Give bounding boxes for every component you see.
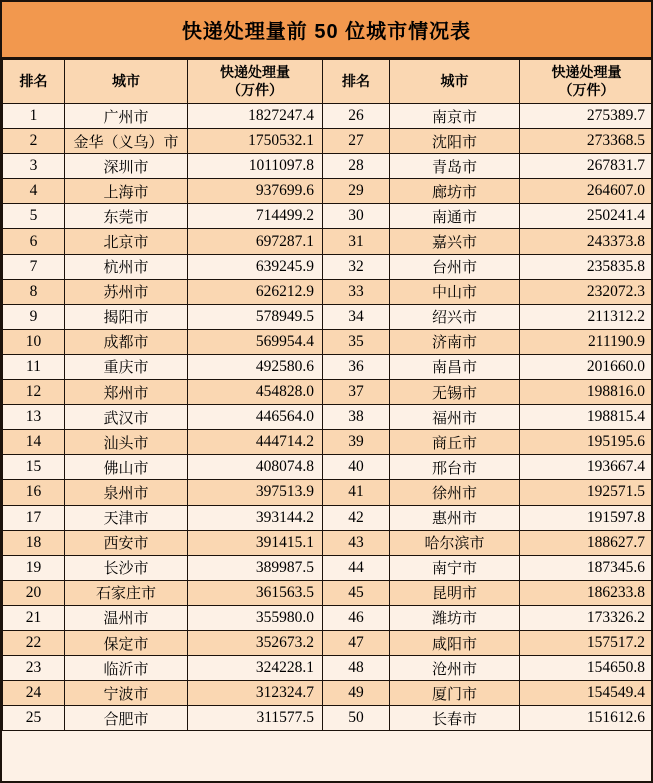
rank-cell-right: 39 bbox=[323, 430, 390, 455]
city-cell-left: 石家庄市 bbox=[65, 580, 188, 605]
volume-cell-left: 446564.0 bbox=[188, 405, 323, 430]
table-row bbox=[3, 179, 653, 204]
rank-cell-right: 45 bbox=[323, 580, 390, 605]
city-cell-left: 临沂市 bbox=[65, 656, 188, 681]
city-cell-left: 深圳市 bbox=[65, 154, 188, 179]
rank-cell-left: 18 bbox=[3, 530, 65, 555]
header-city-right: 城市 bbox=[390, 60, 520, 104]
city-cell-right: 福州市 bbox=[390, 405, 520, 430]
header-volume-right-line2: （万件） bbox=[558, 81, 615, 98]
table-row bbox=[3, 480, 653, 505]
rank-cell-right: 29 bbox=[323, 179, 390, 204]
volume-cell-right: 273368.5 bbox=[520, 129, 653, 154]
rank-cell-left: 1 bbox=[3, 104, 65, 129]
volume-cell-right: 250241.4 bbox=[520, 204, 653, 229]
volume-cell-right: 157517.2 bbox=[520, 630, 653, 655]
rank-cell-left: 19 bbox=[3, 555, 65, 580]
header-rank-left: 排名 bbox=[3, 60, 65, 104]
volume-cell-right: 173326.2 bbox=[520, 605, 653, 630]
rank-cell-left: 17 bbox=[3, 505, 65, 530]
city-cell-right: 惠州市 bbox=[390, 505, 520, 530]
volume-cell-right: 243373.8 bbox=[520, 229, 653, 254]
rank-cell-right: 40 bbox=[323, 455, 390, 480]
city-cell-left: 长沙市 bbox=[65, 555, 188, 580]
rank-cell-left: 14 bbox=[3, 430, 65, 455]
table-row bbox=[3, 104, 653, 129]
volume-cell-left: 355980.0 bbox=[188, 605, 323, 630]
volume-cell-left: 1827247.4 bbox=[188, 104, 323, 129]
header-volume-left bbox=[188, 60, 323, 104]
rank-cell-left: 10 bbox=[3, 329, 65, 354]
rank-cell-right: 48 bbox=[323, 656, 390, 681]
rank-cell-right: 35 bbox=[323, 329, 390, 354]
volume-cell-left: 391415.1 bbox=[188, 530, 323, 555]
table-row bbox=[3, 630, 653, 655]
city-cell-left: 天津市 bbox=[65, 505, 188, 530]
rank-cell-right: 28 bbox=[323, 154, 390, 179]
table-row bbox=[3, 329, 653, 354]
volume-cell-left: 311577.5 bbox=[188, 706, 323, 731]
city-cell-left: 杭州市 bbox=[65, 254, 188, 279]
volume-cell-left: 389987.5 bbox=[188, 555, 323, 580]
rank-cell-left: 23 bbox=[3, 656, 65, 681]
city-cell-left: 广州市 bbox=[65, 104, 188, 129]
rank-cell-left: 16 bbox=[3, 480, 65, 505]
table-row bbox=[3, 605, 653, 630]
city-cell-left: 苏州市 bbox=[65, 279, 188, 304]
rank-cell-left: 12 bbox=[3, 380, 65, 405]
city-cell-left: 揭阳市 bbox=[65, 304, 188, 329]
volume-cell-right: 191597.8 bbox=[520, 505, 653, 530]
volume-cell-left: 714499.2 bbox=[188, 204, 323, 229]
rank-cell-left: 24 bbox=[3, 681, 65, 706]
volume-cell-left: 1750532.1 bbox=[188, 129, 323, 154]
table-header bbox=[3, 60, 653, 104]
rank-cell-right: 46 bbox=[323, 605, 390, 630]
city-cell-right: 南京市 bbox=[390, 104, 520, 129]
rank-cell-right: 27 bbox=[323, 129, 390, 154]
volume-cell-right: 192571.5 bbox=[520, 480, 653, 505]
city-cell-left: 合肥市 bbox=[65, 706, 188, 731]
rank-cell-right: 31 bbox=[323, 229, 390, 254]
city-cell-left: 西安市 bbox=[65, 530, 188, 555]
rank-cell-left: 13 bbox=[3, 405, 65, 430]
volume-cell-left: 352673.2 bbox=[188, 630, 323, 655]
rank-cell-left: 8 bbox=[3, 279, 65, 304]
header-row bbox=[3, 60, 653, 104]
volume-cell-left: 937699.6 bbox=[188, 179, 323, 204]
rank-cell-left: 7 bbox=[3, 254, 65, 279]
volume-cell-right: 275389.7 bbox=[520, 104, 653, 129]
city-cell-right: 嘉兴市 bbox=[390, 229, 520, 254]
volume-cell-right: 193667.4 bbox=[520, 455, 653, 480]
header-city-left: 城市 bbox=[65, 60, 188, 104]
city-cell-left: 温州市 bbox=[65, 605, 188, 630]
table-row bbox=[3, 380, 653, 405]
city-cell-left: 郑州市 bbox=[65, 380, 188, 405]
city-cell-right: 长春市 bbox=[390, 706, 520, 731]
rank-cell-left: 2 bbox=[3, 129, 65, 154]
volume-cell-right: 188627.7 bbox=[520, 530, 653, 555]
rank-cell-right: 49 bbox=[323, 681, 390, 706]
rank-cell-left: 6 bbox=[3, 229, 65, 254]
city-cell-right: 南昌市 bbox=[390, 354, 520, 379]
volume-cell-right: 198816.0 bbox=[520, 380, 653, 405]
table-row bbox=[3, 430, 653, 455]
volume-cell-right: 154650.8 bbox=[520, 656, 653, 681]
rank-cell-right: 26 bbox=[323, 104, 390, 129]
header-volume-right-line1: 快递处理量 bbox=[551, 64, 622, 80]
volume-cell-right: 235835.8 bbox=[520, 254, 653, 279]
city-cell-right: 绍兴市 bbox=[390, 304, 520, 329]
header-volume-right bbox=[520, 60, 653, 104]
rank-cell-right: 33 bbox=[323, 279, 390, 304]
city-cell-right: 哈尔滨市 bbox=[390, 530, 520, 555]
volume-cell-left: 312324.7 bbox=[188, 681, 323, 706]
volume-cell-left: 697287.1 bbox=[188, 229, 323, 254]
volume-cell-left: 397513.9 bbox=[188, 480, 323, 505]
rank-cell-left: 22 bbox=[3, 630, 65, 655]
table-row bbox=[3, 530, 653, 555]
volume-cell-left: 1011097.8 bbox=[188, 154, 323, 179]
volume-cell-left: 393144.2 bbox=[188, 505, 323, 530]
city-cell-right: 中山市 bbox=[390, 279, 520, 304]
volume-cell-right: 232072.3 bbox=[520, 279, 653, 304]
rank-cell-left: 25 bbox=[3, 706, 65, 731]
table-row bbox=[3, 304, 653, 329]
city-cell-left: 重庆市 bbox=[65, 354, 188, 379]
city-cell-right: 无锡市 bbox=[390, 380, 520, 405]
rank-cell-left: 11 bbox=[3, 354, 65, 379]
volume-cell-right: 267831.7 bbox=[520, 154, 653, 179]
table-row bbox=[3, 505, 653, 530]
header-volume-left-line2: （万件） bbox=[227, 81, 283, 98]
table-row bbox=[3, 229, 653, 254]
city-cell-right: 厦门市 bbox=[390, 681, 520, 706]
table-row bbox=[3, 706, 653, 731]
city-cell-left: 佛山市 bbox=[65, 455, 188, 480]
city-cell-right: 商丘市 bbox=[390, 430, 520, 455]
table-row bbox=[3, 129, 653, 154]
volume-cell-left: 444714.2 bbox=[188, 430, 323, 455]
city-cell-right: 沈阳市 bbox=[390, 129, 520, 154]
city-cell-right: 邢台市 bbox=[390, 455, 520, 480]
rank-cell-left: 20 bbox=[3, 580, 65, 605]
volume-cell-left: 324228.1 bbox=[188, 656, 323, 681]
volume-cell-right: 198815.4 bbox=[520, 405, 653, 430]
city-cell-left: 金华（义乌）市 bbox=[65, 129, 188, 154]
rank-cell-left: 15 bbox=[3, 455, 65, 480]
table-row bbox=[3, 154, 653, 179]
city-cell-right: 廊坊市 bbox=[390, 179, 520, 204]
city-cell-right: 青岛市 bbox=[390, 154, 520, 179]
volume-cell-right: 195195.6 bbox=[520, 430, 653, 455]
rank-cell-right: 34 bbox=[323, 304, 390, 329]
table-row bbox=[3, 254, 653, 279]
header-volume-left-line1: 快递处理量 bbox=[220, 64, 290, 80]
city-cell-right: 南宁市 bbox=[390, 555, 520, 580]
table-row bbox=[3, 656, 653, 681]
volume-cell-left: 639245.9 bbox=[188, 254, 323, 279]
volume-cell-right: 201660.0 bbox=[520, 354, 653, 379]
rank-cell-left: 5 bbox=[3, 204, 65, 229]
city-cell-left: 武汉市 bbox=[65, 405, 188, 430]
table-title: 快递处理量前 50 位城市情况表 bbox=[2, 2, 651, 59]
rank-cell-left: 9 bbox=[3, 304, 65, 329]
header-rank-right: 排名 bbox=[323, 60, 390, 104]
rank-cell-right: 43 bbox=[323, 530, 390, 555]
volume-cell-right: 264607.0 bbox=[520, 179, 653, 204]
volume-cell-right: 154549.4 bbox=[520, 681, 653, 706]
city-cell-right: 台州市 bbox=[390, 254, 520, 279]
rank-cell-left: 4 bbox=[3, 179, 65, 204]
rank-cell-left: 21 bbox=[3, 605, 65, 630]
city-cell-right: 徐州市 bbox=[390, 480, 520, 505]
volume-cell-left: 454828.0 bbox=[188, 380, 323, 405]
city-cell-right: 沧州市 bbox=[390, 656, 520, 681]
city-cell-left: 保定市 bbox=[65, 630, 188, 655]
volume-cell-left: 361563.5 bbox=[188, 580, 323, 605]
table-row bbox=[3, 279, 653, 304]
table-row bbox=[3, 580, 653, 605]
volume-cell-right: 211190.9 bbox=[520, 329, 653, 354]
city-cell-right: 昆明市 bbox=[390, 580, 520, 605]
city-cell-right: 南通市 bbox=[390, 204, 520, 229]
rank-cell-right: 38 bbox=[323, 405, 390, 430]
city-cell-left: 东莞市 bbox=[65, 204, 188, 229]
table-row bbox=[3, 204, 653, 229]
volume-cell-left: 492580.6 bbox=[188, 354, 323, 379]
city-cell-right: 潍坊市 bbox=[390, 605, 520, 630]
table-body bbox=[3, 104, 653, 731]
rank-cell-right: 44 bbox=[323, 555, 390, 580]
city-cell-left: 上海市 bbox=[65, 179, 188, 204]
city-cell-left: 宁波市 bbox=[65, 681, 188, 706]
city-cell-right: 济南市 bbox=[390, 329, 520, 354]
table-row bbox=[3, 455, 653, 480]
rank-cell-right: 36 bbox=[323, 354, 390, 379]
table-row bbox=[3, 405, 653, 430]
volume-cell-right: 211312.2 bbox=[520, 304, 653, 329]
city-volume-table bbox=[2, 59, 653, 731]
rank-cell-right: 50 bbox=[323, 706, 390, 731]
volume-cell-right: 186233.8 bbox=[520, 580, 653, 605]
rank-cell-right: 41 bbox=[323, 480, 390, 505]
volume-cell-right: 187345.6 bbox=[520, 555, 653, 580]
city-cell-right: 咸阳市 bbox=[390, 630, 520, 655]
volume-cell-right: 151612.6 bbox=[520, 706, 653, 731]
table-row bbox=[3, 555, 653, 580]
rank-cell-right: 47 bbox=[323, 630, 390, 655]
rank-cell-left: 3 bbox=[3, 154, 65, 179]
volume-cell-left: 578949.5 bbox=[188, 304, 323, 329]
volume-cell-left: 569954.4 bbox=[188, 329, 323, 354]
rank-cell-right: 37 bbox=[323, 380, 390, 405]
city-cell-left: 北京市 bbox=[65, 229, 188, 254]
rank-cell-right: 32 bbox=[323, 254, 390, 279]
city-cell-left: 成都市 bbox=[65, 329, 188, 354]
table-row bbox=[3, 354, 653, 379]
city-cell-left: 汕头市 bbox=[65, 430, 188, 455]
volume-cell-left: 626212.9 bbox=[188, 279, 323, 304]
volume-cell-left: 408074.8 bbox=[188, 455, 323, 480]
rank-cell-right: 42 bbox=[323, 505, 390, 530]
city-cell-left: 泉州市 bbox=[65, 480, 188, 505]
table-row bbox=[3, 681, 653, 706]
rank-cell-right: 30 bbox=[323, 204, 390, 229]
